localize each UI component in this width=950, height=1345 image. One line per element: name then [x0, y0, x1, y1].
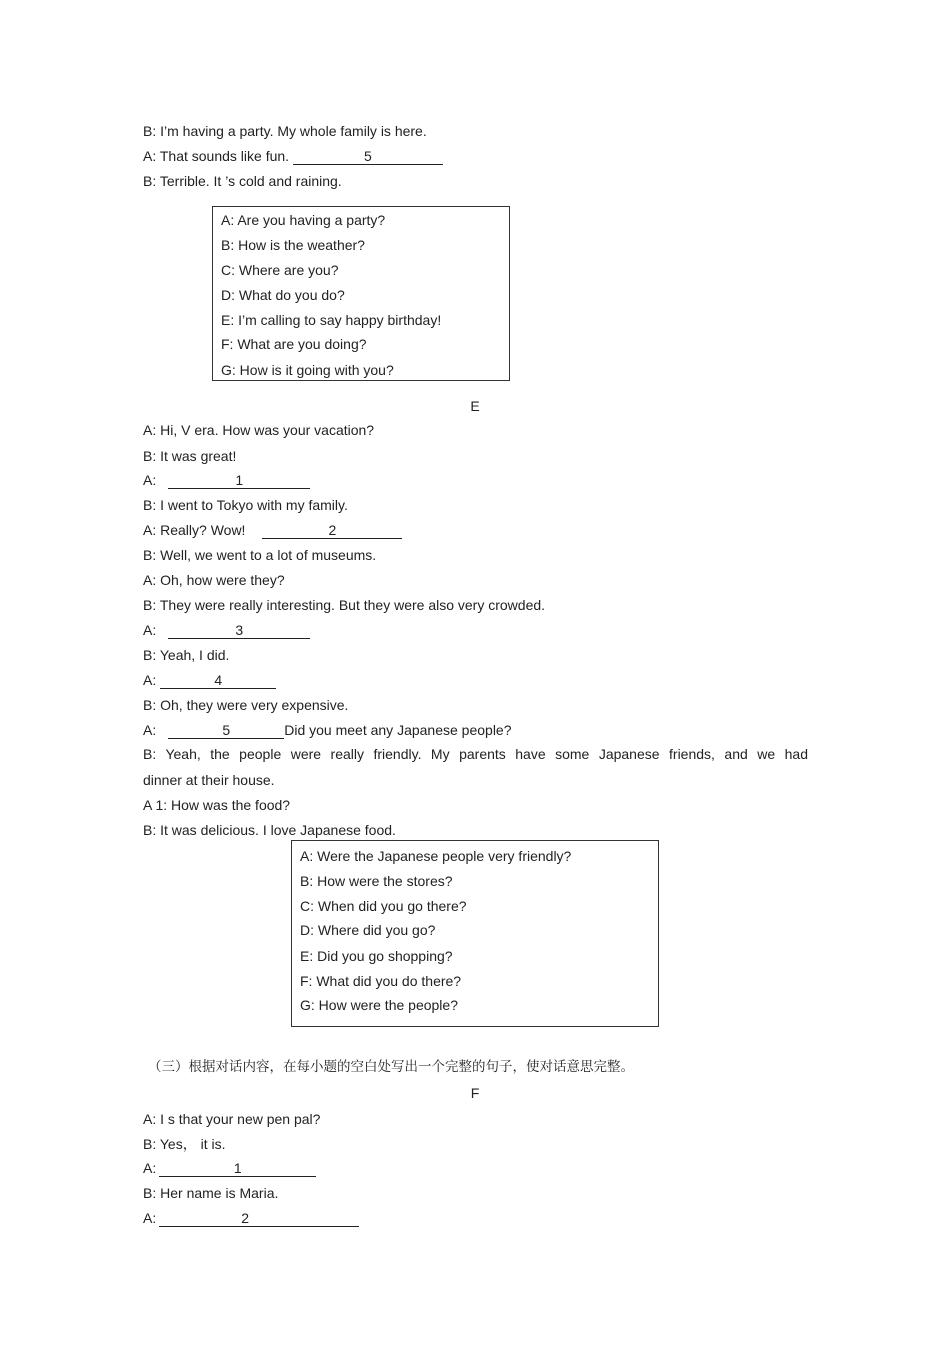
dialogue-line: B: Yeah, I did. — [143, 647, 230, 663]
dialogue-line-with-blank — [143, 721, 512, 739]
dialogue-line-with-blank — [143, 671, 276, 689]
option-item: D: Where did you go? — [300, 922, 436, 938]
answer-blank[interactable]: 5 — [168, 723, 284, 739]
dialogue-line: B: Oh, they were very expensive. — [143, 697, 349, 713]
dialogue-prefix: A: Really? Wow! — [143, 522, 246, 538]
dialogue-line: B: Terrible. It ’s cold and raining. — [143, 173, 342, 189]
dialogue-prefix: A: — [143, 622, 157, 638]
option-item: C: When did you go there? — [300, 898, 467, 914]
option-item: A: Are you having a party? — [221, 212, 386, 228]
dialogue-line-with-blank — [143, 1209, 359, 1227]
option-item: G: How is it going with you? — [221, 362, 394, 378]
dialogue-prefix: A: — [143, 672, 157, 688]
option-item: E: Did you go shopping? — [300, 948, 453, 964]
answer-blank[interactable] — [159, 1211, 359, 1227]
dialogue-line-with-blank — [143, 621, 310, 639]
dialogue-line: B: They were really interesting. But they were also very crowded. — [143, 597, 546, 613]
dialogue-line-with-blank — [143, 1159, 316, 1177]
dialogue-prefix: A: — [143, 722, 157, 738]
dialogue-line: B: It was delicious. I love Japanese food. — [143, 822, 396, 838]
dialogue-line: B: Yeah, the people were really friendly. My parents have some Japanese friends, and we had — [143, 746, 808, 762]
dialogue-line: dinner at their house. — [143, 772, 275, 788]
dialogue-line: A: I s that your new pen pal? — [143, 1111, 321, 1127]
options-box-e — [291, 840, 659, 1027]
options-box-d — [212, 206, 510, 381]
dialogue-prefix: A: — [143, 1210, 157, 1226]
answer-blank[interactable]: 4 — [160, 673, 276, 689]
dialogue-line: A: Oh, how were they? — [143, 572, 285, 588]
dialogue-line: A 1: How was the food? — [143, 797, 291, 813]
answer-blank[interactable]: 5 — [293, 149, 443, 165]
option-item: F: What are you doing? — [221, 336, 367, 352]
dialogue-line-with-blank — [143, 147, 443, 165]
option-item: F: What did you do there? — [300, 973, 462, 989]
dialogue-suffix: Did you meet any Japanese people? — [284, 722, 512, 738]
dialogue-line: B: Her name is Maria. — [143, 1185, 279, 1201]
section-label-e: E — [470, 398, 480, 414]
option-item: B: How is the weather? — [221, 237, 365, 253]
section-label-f: F — [470, 1085, 480, 1101]
answer-blank[interactable]: 1 — [168, 473, 310, 489]
dialogue-line: B: I went to Tokyo with my family. — [143, 497, 348, 513]
option-item: E: I’m calling to say happy birthday! — [221, 312, 442, 328]
dialogue-prefix: A: That sounds like fun. — [143, 148, 293, 164]
answer-blank[interactable]: 1 — [159, 1161, 316, 1177]
answer-blank[interactable]: 2 — [262, 523, 402, 539]
option-item: D: What do you do? — [221, 287, 345, 303]
dialogue-line-with-blank — [143, 471, 310, 489]
option-item: A: Were the Japanese people very friendly? — [300, 848, 572, 864]
dialogue-line-with-blank — [143, 521, 402, 539]
option-item: G: How were the people? — [300, 997, 458, 1013]
answer-blank[interactable]: 3 — [168, 623, 310, 639]
dialogue-line: B: Yes， it is. — [143, 1136, 226, 1152]
option-item: B: How were the stores? — [300, 873, 453, 889]
dialogue-line: B: It was great! — [143, 448, 237, 464]
option-item: C: Where are you? — [221, 262, 339, 278]
blank-number: 2 — [241, 1210, 250, 1226]
dialogue-line: B: Well, we went to a lot of museums. — [143, 547, 377, 563]
dialogue-line: B: I’m having a party. My whole family is here. — [143, 123, 427, 139]
dialogue-line: A: Hi, V era. How was your vacation? — [143, 422, 375, 438]
dialogue-prefix: A: — [143, 472, 157, 488]
dialogue-prefix: A: — [143, 1160, 157, 1176]
section-instruction: （三）根据对话内容，在每小题的空白处写出一个完整的句子，使对话意思完整。 — [148, 1059, 634, 1075]
